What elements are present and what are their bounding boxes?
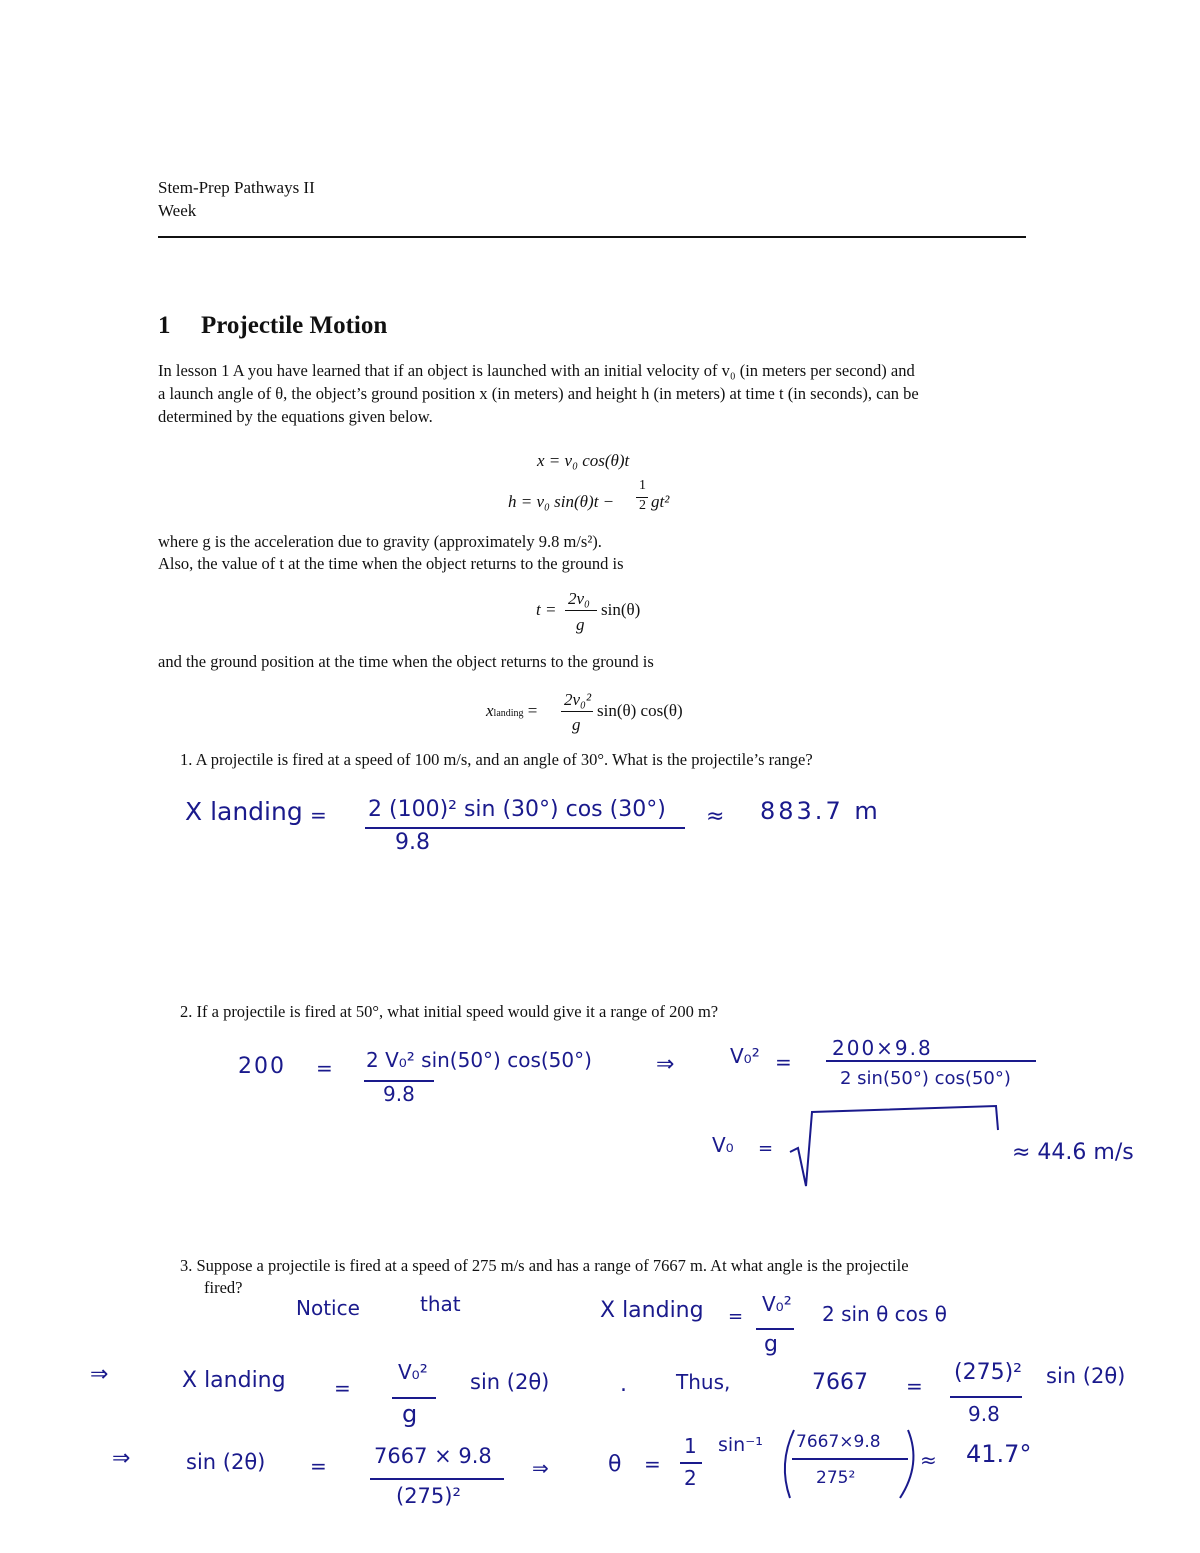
implies-arrow-3: ⇒ [532,1456,549,1480]
ground-position-text: and the ground position at the time when the object returns to the ground is [158,652,654,671]
a2-num: 2 V₀² sin(50°) cos(50°) [366,1048,592,1072]
a3-notice: Notice [296,1296,360,1320]
a3-xl: X landing [600,1298,704,1323]
a3-den3: 9.8 [968,1402,1000,1426]
section-number: 1 [158,312,171,339]
a3-xl2: X landing [182,1368,286,1393]
a3-arcsin: sin⁻¹ [718,1434,763,1456]
square-root-icon [786,1100,1006,1190]
equation-h-left: h = v₀ sin(θ)t − [508,492,615,511]
a3-eq3: = [906,1374,923,1398]
a1-eq: = [310,803,327,827]
a3-num4: 7667 × 9.8 [374,1444,492,1468]
a3-frac-bar5 [792,1458,908,1460]
a3-num5: 7667×9.8 [796,1432,881,1452]
equation-h-right: gt² [651,492,670,511]
a2-eq3: = [758,1138,774,1159]
equation-h-frac-den: 2 [639,498,646,513]
a2-result: ≈ 44.6 m/s [1012,1140,1134,1165]
implies-arrow-1: ⇒ [90,1362,109,1387]
a3-theta: θ [608,1452,622,1477]
intro-line-3: determined by the equations given below. [158,407,433,426]
a3-num3: (275)² [954,1360,1022,1385]
course-title: Stem-Prep Pathways II [158,178,315,197]
a2-eq: = [316,1056,333,1080]
header-rule [158,236,1026,238]
equation-xl-den: g [572,715,581,734]
equation-xl-x: x [486,701,494,720]
a2-arrow: ⇒ [656,1052,675,1077]
a2-v0: V₀ [712,1133,734,1157]
a3-den: g [764,1332,778,1357]
a1-approx: ≈ [706,804,725,829]
equation-t-left: t = [536,600,557,619]
a2-lhs: 200 [238,1054,286,1079]
a3-half-bar [680,1462,702,1464]
a3-result: 41.7° [966,1440,1032,1468]
a3-approx: ≈ [920,1448,937,1472]
a3-num2: V₀² [398,1360,428,1384]
equation-xl-num: 2v₀² [564,690,592,709]
a2-frac-bar2 [826,1060,1036,1062]
a3-dot: . [620,1372,627,1397]
a3-eq5: = [644,1452,661,1476]
gravity-line-2: Also, the value of t at the time when the object returns to the ground is [158,554,624,573]
a3-den4: (275)² [396,1484,461,1508]
a3-den5: 275² [816,1468,856,1488]
a3-frac-bar2 [392,1397,436,1399]
a3-frac-bar [756,1328,794,1330]
equation-h-frac-num: 1 [639,478,646,493]
a1-result: 883.7 m [760,797,881,825]
a1-lhs: X landing [185,797,303,826]
equation-t-frac-bar [565,610,597,611]
a3-half-den: 2 [684,1466,697,1490]
a2-eq2: = [775,1050,792,1074]
a2-v2: V₀² [730,1044,760,1068]
a1-num: 2 (100)² sin (30°) cos (30°) [368,797,666,822]
a3-eq: = [728,1306,744,1327]
a2-num2: 200×9.8 [832,1036,933,1060]
a2-den2: 2 sin(50°) cos(50°) [840,1068,1011,1089]
section-heading [158,312,387,340]
a3-eq2: = [334,1376,351,1400]
section-title: Projectile Motion [201,312,388,339]
gravity-line-1: where g is the acceleration due to gravity (approximately 9.8 m/s²). [158,532,602,551]
equation-t-den: g [576,615,585,634]
intro-line-2: a launch angle of θ, the object’s ground position x (in meters) and height h (in meters) at time t (in seconds), can be [158,384,919,403]
equation-t-num: 2v₀ [568,589,590,608]
a3-that: that [420,1292,461,1316]
a3-den2: g [402,1400,418,1428]
week-label: Week [158,201,197,220]
question-3-line-1: 3. Suppose a projectile is fired at a speed of 275 m/s and has a range of 7667 m. At what angle is the projectile [180,1256,909,1275]
a3-frac-bar3 [950,1396,1022,1398]
implies-arrow-2: ⇒ [112,1446,131,1471]
a3-thus: Thus, [676,1370,731,1394]
a3-sin2t: sin (2θ) [470,1370,550,1394]
a3-sin2t-b: sin (2θ) [1046,1364,1126,1388]
a3-half-num: 1 [684,1434,697,1458]
question-1: 1. A projectile is fired at a speed of 100 m/s, and an angle of 30°. What is the projectile’s range? [180,750,813,769]
a3-frac-bar4 [370,1478,504,1480]
intro-line-1: In lesson 1 A you have learned that if an object is launched with an initial velocity of v₀ (in meters per second) and [158,361,915,380]
a1-frac-bar [365,827,685,829]
equation-xl-eq: = [527,701,538,720]
a3-7667: 7667 [812,1370,868,1395]
a3-sin2t-c: sin (2θ) [186,1450,266,1474]
a3-rhs: 2 sin θ cos θ [822,1302,947,1326]
equation-xl-right: sin(θ) cos(θ) [597,701,683,720]
question-3-line-2: fired? [204,1278,243,1297]
equation-x: x = v₀ cos(θ)t [537,451,630,470]
a3-eq4: = [310,1454,327,1478]
equation-xl-frac-bar [561,711,593,712]
equation-t-right: sin(θ) [601,600,641,619]
a2-den: 9.8 [383,1082,415,1106]
equation-xl-left [486,701,537,721]
question-2: 2. If a projectile is fired at 50°, what initial speed would give it a range of 200 m? [180,1002,719,1021]
a3-num: V₀² [762,1292,792,1316]
a1-den: 9.8 [395,830,430,855]
equation-xl-sub: landing [493,708,524,719]
